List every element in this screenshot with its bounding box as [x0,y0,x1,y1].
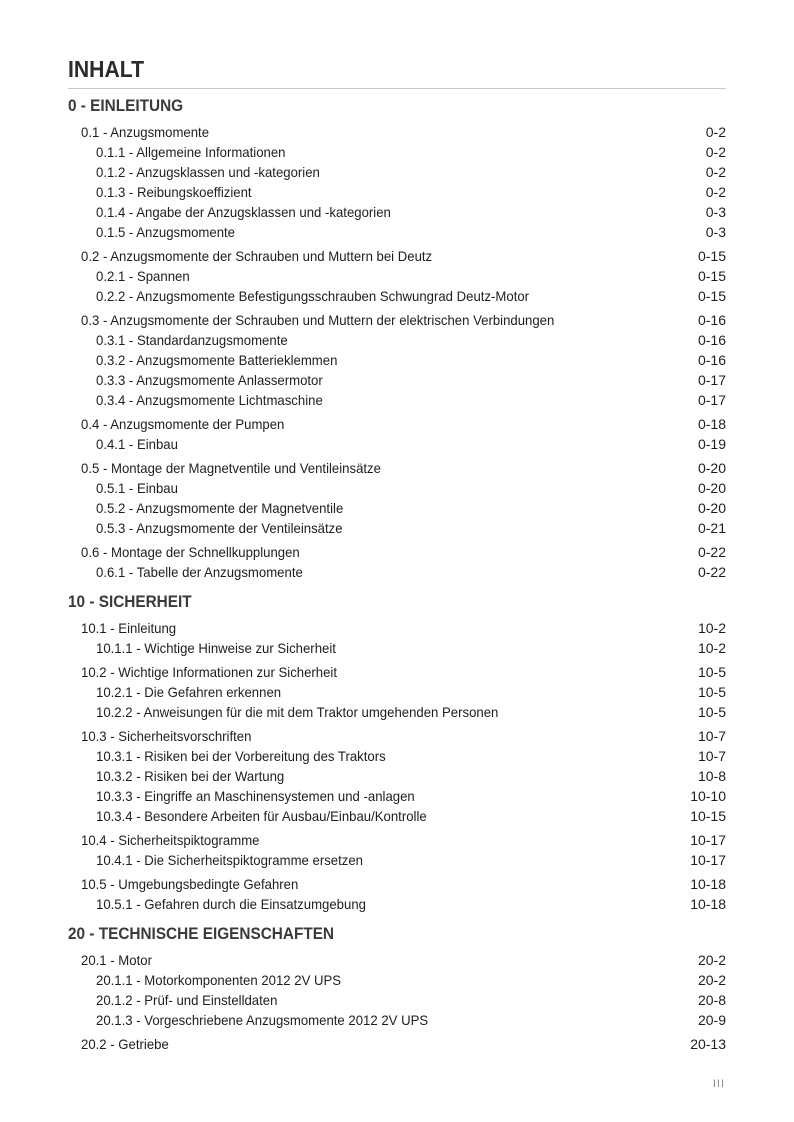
toc-entry-title: 0.1.1 - Allgemeine Informationen [96,144,286,160]
toc-entry-title: 0.1.5 - Anzugsmomente [96,224,236,240]
toc-entry-title: 0.4 - Anzugsmomente der Pumpen [81,416,285,432]
toc-entry-title: 0.6 - Montage der Schnellkupplungen [81,544,300,560]
toc-subsection-entry[interactable] [68,702,726,722]
toc-subsection-entry[interactable] [68,222,726,242]
toc-entry-page: 10-2 [697,640,726,656]
toc-entry-title: 10.1.1 - Wichtige Hinweise zur Sicherheit [96,640,336,656]
toc-subsection-entry[interactable] [68,286,726,306]
toc-subsection-entry[interactable] [68,390,726,410]
toc-entry-page: 0-20 [697,500,726,516]
toc-subsection-entry[interactable] [68,990,726,1010]
toc-subsection-entry[interactable] [68,562,726,582]
toc-entry-page: 0-22 [697,544,726,560]
toc-subsection-entry[interactable] [68,478,726,498]
toc-entry-title: 0.3.2 - Anzugsmomente Batterieklemmen [96,352,338,368]
toc-entry-title: 10.3 - Sicherheitsvorschriften [81,728,252,744]
toc-entry-title: 0.3.3 - Anzugsmomente Anlassermotor [96,372,323,388]
toc-entry-page: 10-17 [690,832,726,848]
toc-subsection-entry[interactable] [68,142,726,162]
toc-subsection-entry[interactable] [68,518,726,538]
toc-entry-title: 0.5.2 - Anzugsmomente der Magnetventile [96,500,344,516]
toc-subsection-entry[interactable] [68,638,726,658]
title-divider [68,88,726,89]
toc-entry-page: 20-9 [697,1012,726,1028]
toc-entry-title: 10.3.4 - Besondere Arbeiten für Ausbau/Einbau/Kontrolle [96,808,427,824]
toc-entry-title: 20.2 - Getriebe [81,1036,169,1052]
toc-section-entry[interactable] [68,122,726,142]
toc-subsection-entry[interactable] [68,330,726,350]
chapter-heading[interactable]: 0 - EINLEITUNG [68,97,184,115]
toc-entry-title: 20.1 - Motor [81,952,152,968]
toc-entry-page: 0-16 [697,332,726,348]
toc-subsection-entry[interactable] [68,850,726,870]
toc-subsection-entry[interactable] [68,1010,726,1030]
toc-chapter [68,590,726,914]
toc-entry-page: 10-2 [697,620,726,636]
toc-section-entry[interactable] [68,310,726,330]
toc-section [68,122,726,242]
toc-entry-title: 20.1.1 - Motorkomponenten 2012 2V UPS [96,972,342,988]
toc-entry-title: 10.3.2 - Risiken bei der Wartung [96,768,285,784]
toc-subsection-entry[interactable] [68,350,726,370]
toc-entry-page: 10-15 [690,808,726,824]
toc-subsection-entry[interactable] [68,162,726,182]
toc-entry-page: 0-21 [697,520,726,536]
toc-section-entry[interactable] [68,726,726,746]
toc-entry-title: 10.4 - Sicherheitspiktogramme [81,832,260,848]
toc-subsection-entry[interactable] [68,806,726,826]
toc-subsection-entry[interactable] [68,370,726,390]
toc-section-entry[interactable] [68,246,726,266]
toc-chapter [68,922,726,1054]
toc-entry-page: 0-19 [697,436,726,452]
toc-entry-title: 20.1.3 - Vorgeschriebene Anzugsmomente 2012 2V UPS [96,1012,429,1028]
toc-section-entry[interactable] [68,874,726,894]
toc-section [68,662,726,722]
toc-entry-title: 10.1 - Einleitung [81,620,177,636]
toc-entry-page: 0-16 [697,352,726,368]
toc-entry-page: 0-2 [705,124,726,140]
toc-entry-title: 10.2.1 - Die Gefahren erkennen [96,684,282,700]
page-number: III [712,1078,725,1090]
toc-entry-title: 0.5.3 - Anzugsmomente der Ventileinsätze [96,520,343,536]
toc-section [68,1034,726,1054]
toc-section [68,246,726,306]
toc-section [68,310,726,410]
toc-entry-page: 20-8 [697,992,726,1008]
toc-entry-title: 0.3.1 - Standardanzugsmomente [96,332,288,348]
toc-entry-page: 0-2 [705,164,726,180]
toc-entry-title: 0.2.1 - Spannen [96,268,190,284]
toc-subsection-entry[interactable] [68,498,726,518]
toc-section [68,950,726,1030]
chapter-heading[interactable]: 20 - TECHNISCHE EIGENSCHAFTEN [68,925,335,943]
toc-entry-title: 0.5.1 - Einbau [96,480,178,496]
toc-section-entry[interactable] [68,458,726,478]
toc-section-entry[interactable] [68,662,726,682]
toc-entry-page: 10-7 [697,728,726,744]
toc-section [68,458,726,538]
toc-subsection-entry[interactable] [68,970,726,990]
toc-subsection-entry[interactable] [68,746,726,766]
toc-entry-title: 0.1.4 - Angabe der Anzugsklassen und -kategorien [96,204,391,220]
table-of-contents [68,94,726,1054]
toc-entry-page: 10-10 [690,788,726,804]
toc-entry-title: 0.4.1 - Einbau [96,436,178,452]
toc-entry-page: 10-7 [697,748,726,764]
toc-entry-title: 0.2.2 - Anzugsmomente Befestigungsschrauben Schwungrad Deutz-Motor [96,288,530,304]
toc-section [68,542,726,582]
toc-section [68,618,726,658]
toc-entry-title: 10.3.3 - Eingriffe an Maschinensystemen und -anlagen [96,788,415,804]
toc-entry-title: 0.6.1 - Tabelle der Anzugsmomente [96,564,303,580]
toc-entry-page: 10-18 [690,876,726,892]
toc-section [68,726,726,826]
toc-entry-page: 10-5 [697,684,726,700]
toc-entry-title: 0.1.3 - Reibungskoeffizient [96,184,252,200]
toc-subsection-entry[interactable] [68,786,726,806]
toc-subsection-entry[interactable] [68,266,726,286]
toc-entry-page: 0-3 [705,204,726,220]
toc-subsection-entry[interactable] [68,182,726,202]
chapter-heading[interactable]: 10 - SICHERHEIT [68,593,192,611]
toc-subsection-entry[interactable] [68,894,726,914]
toc-entry-page: 0-17 [697,372,726,388]
toc-entry-page: 10-17 [690,852,726,868]
toc-entry-page: 10-8 [697,768,726,784]
toc-subsection-entry[interactable] [68,202,726,222]
toc-entry-page: 0-22 [697,564,726,580]
toc-chapter [68,94,726,582]
toc-subsection-entry[interactable] [68,434,726,454]
toc-section-entry[interactable] [68,618,726,638]
toc-entry-page: 0-15 [697,288,726,304]
toc-entry-page: 0-16 [697,312,726,328]
toc-entry-title: 0.1 - Anzugsmomente [81,124,210,140]
toc-subsection-entry[interactable] [68,682,726,702]
toc-entry-title: 10.4.1 - Die Sicherheitspiktogramme ersetzen [96,852,363,868]
toc-entry-title: 10.2.2 - Anweisungen für die mit dem Traktor umgehenden Personen [96,704,499,720]
toc-section-entry[interactable] [68,542,726,562]
toc-entry-title: 10.2 - Wichtige Informationen zur Sicherheit [81,664,338,680]
toc-entry-page: 0-3 [705,224,726,240]
toc-entry-page: 10-5 [697,664,726,680]
toc-entry-title: 0.1.2 - Anzugsklassen und -kategorien [96,164,320,180]
toc-section [68,830,726,870]
toc-section-entry[interactable] [68,950,726,970]
toc-entry-page: 0-15 [697,248,726,264]
toc-entry-title: 0.3 - Anzugsmomente der Schrauben und Muttern der elektrischen Verbindungen [81,312,555,328]
toc-entry-title: 0.2 - Anzugsmomente der Schrauben und Muttern bei Deutz [81,248,433,264]
toc-section-entry[interactable] [68,1034,726,1054]
toc-entry-title: 10.5 - Umgebungsbedingte Gefahren [81,876,299,892]
toc-entry-page: 0-20 [697,460,726,476]
toc-entry-page: 0-2 [705,144,726,160]
toc-section-entry[interactable] [68,414,726,434]
toc-entry-page: 10-5 [697,704,726,720]
toc-entry-title: 20.1.2 - Prüf- und Einstelldaten [96,992,278,1008]
page-title: INHALT [68,56,145,82]
toc-section-entry[interactable] [68,830,726,850]
toc-subsection-entry[interactable] [68,766,726,786]
toc-entry-page: 0-15 [697,268,726,284]
toc-entry-page: 0-17 [697,392,726,408]
toc-entry-page: 20-2 [697,952,726,968]
toc-entry-page: 0-2 [705,184,726,200]
toc-entry-title: 10.3.1 - Risiken bei der Vorbereitung des Traktors [96,748,386,764]
toc-entry-page: 0-18 [697,416,726,432]
toc-entry-title: 0.3.4 - Anzugsmomente Lichtmaschine [96,392,323,408]
toc-section [68,414,726,454]
toc-entry-page: 10-18 [690,896,726,912]
toc-entry-page: 20-2 [697,972,726,988]
toc-entry-title: 0.5 - Montage der Magnetventile und Ventileinsätze [81,460,381,476]
toc-section [68,874,726,914]
toc-entry-title: 10.5.1 - Gefahren durch die Einsatzumgebung [96,896,366,912]
toc-entry-page: 0-20 [697,480,726,496]
toc-entry-page: 20-13 [690,1036,726,1052]
